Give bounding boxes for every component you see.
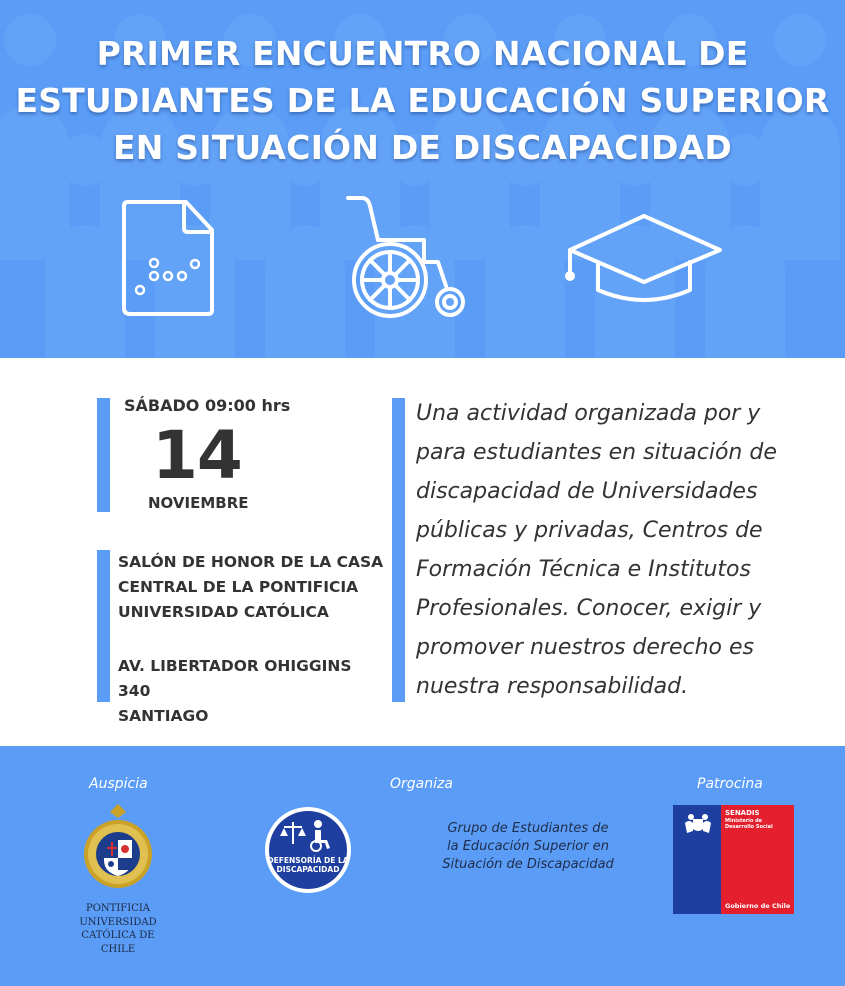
title-line: ESTUDIANTES DE LA EDUCACIÓN SUPERIOR bbox=[15, 81, 830, 120]
sponsors-footer bbox=[0, 746, 845, 986]
event-description bbox=[416, 394, 816, 706]
event-venue bbox=[118, 550, 388, 625]
group-line: Situación de Discapacidad bbox=[442, 857, 614, 872]
defensoria-line: DEFENSORÍA DE LA bbox=[267, 856, 349, 865]
description-accent-bar bbox=[392, 398, 405, 702]
title-line: EN SITUACIÓN DE DISCAPACIDAD bbox=[113, 128, 732, 167]
puc-name-line: UNIVERSIDAD bbox=[79, 916, 157, 928]
senadis-logo bbox=[673, 805, 794, 914]
wheelchair-icon bbox=[342, 194, 470, 320]
address-line: SANTIAGO bbox=[118, 707, 209, 725]
organiza-label: Organiza bbox=[390, 776, 453, 792]
chile-coat-of-arms-icon bbox=[681, 811, 715, 837]
event-header bbox=[0, 0, 845, 358]
description-line: para estudiantes en situación de bbox=[416, 440, 777, 465]
event-address bbox=[118, 654, 388, 729]
auspicia-label: Auspicia bbox=[89, 776, 148, 792]
event-details bbox=[0, 358, 845, 746]
venue-line: SALÓN DE HONOR DE LA CASA bbox=[118, 553, 384, 571]
defensoria-line: DISCAPACIDAD bbox=[276, 865, 340, 874]
venue-line: UNIVERSIDAD CATÓLICA bbox=[118, 603, 329, 621]
puc-name-line: CHILE bbox=[100, 943, 136, 955]
senadis-ministry bbox=[725, 818, 773, 830]
puc-name-line: CATÓLICA DE bbox=[81, 930, 155, 941]
puc-seal-logo bbox=[80, 802, 156, 894]
puc-name bbox=[68, 902, 168, 956]
braille-document-icon bbox=[118, 196, 218, 320]
event-day-number: 14 bbox=[152, 417, 242, 494]
defensoria-logo bbox=[264, 806, 352, 894]
group-line: Grupo de Estudiantes de bbox=[447, 821, 609, 836]
description-line: Una actividad organizada por y bbox=[416, 401, 761, 426]
graduation-cap-icon bbox=[562, 210, 726, 310]
event-title bbox=[0, 30, 845, 171]
defensoria-name bbox=[264, 856, 352, 874]
description-line: públicas y privadas, Centros de bbox=[416, 518, 763, 543]
gobierno-label: Gobierno de Chile bbox=[725, 902, 791, 910]
organizing-group-name bbox=[418, 820, 638, 874]
patrocina-label: Patrocina bbox=[697, 776, 763, 792]
event-day-time: SÁBADO 09:00 hrs bbox=[124, 396, 291, 415]
description-line: Formación Técnica e Institutos bbox=[416, 557, 751, 582]
description-line: nuestra responsabilidad. bbox=[416, 674, 689, 699]
event-month: NOVIEMBRE bbox=[148, 494, 249, 512]
description-line: discapacidad de Universidades bbox=[416, 479, 758, 504]
description-line: promover nuestros derecho es bbox=[416, 635, 754, 660]
place-accent-bar bbox=[97, 550, 110, 702]
group-line: la Educación Superior en bbox=[447, 839, 609, 854]
title-line: PRIMER ENCUENTRO NACIONAL DE bbox=[96, 34, 749, 73]
date-accent-bar bbox=[97, 398, 110, 512]
puc-name-line: PONTIFICIA bbox=[85, 903, 150, 914]
description-line: Profesionales. Conocer, exigir y bbox=[416, 596, 762, 621]
senadis-name: SENADIS bbox=[725, 809, 760, 817]
senadis-sub-line: Ministerio de bbox=[725, 818, 763, 824]
venue-line: CENTRAL DE LA PONTIFICIA bbox=[118, 578, 359, 596]
address-line: AV. LIBERTADOR OHIGGINS 340 bbox=[118, 657, 352, 700]
senadis-sub-line: Desarrollo Social bbox=[725, 824, 773, 830]
